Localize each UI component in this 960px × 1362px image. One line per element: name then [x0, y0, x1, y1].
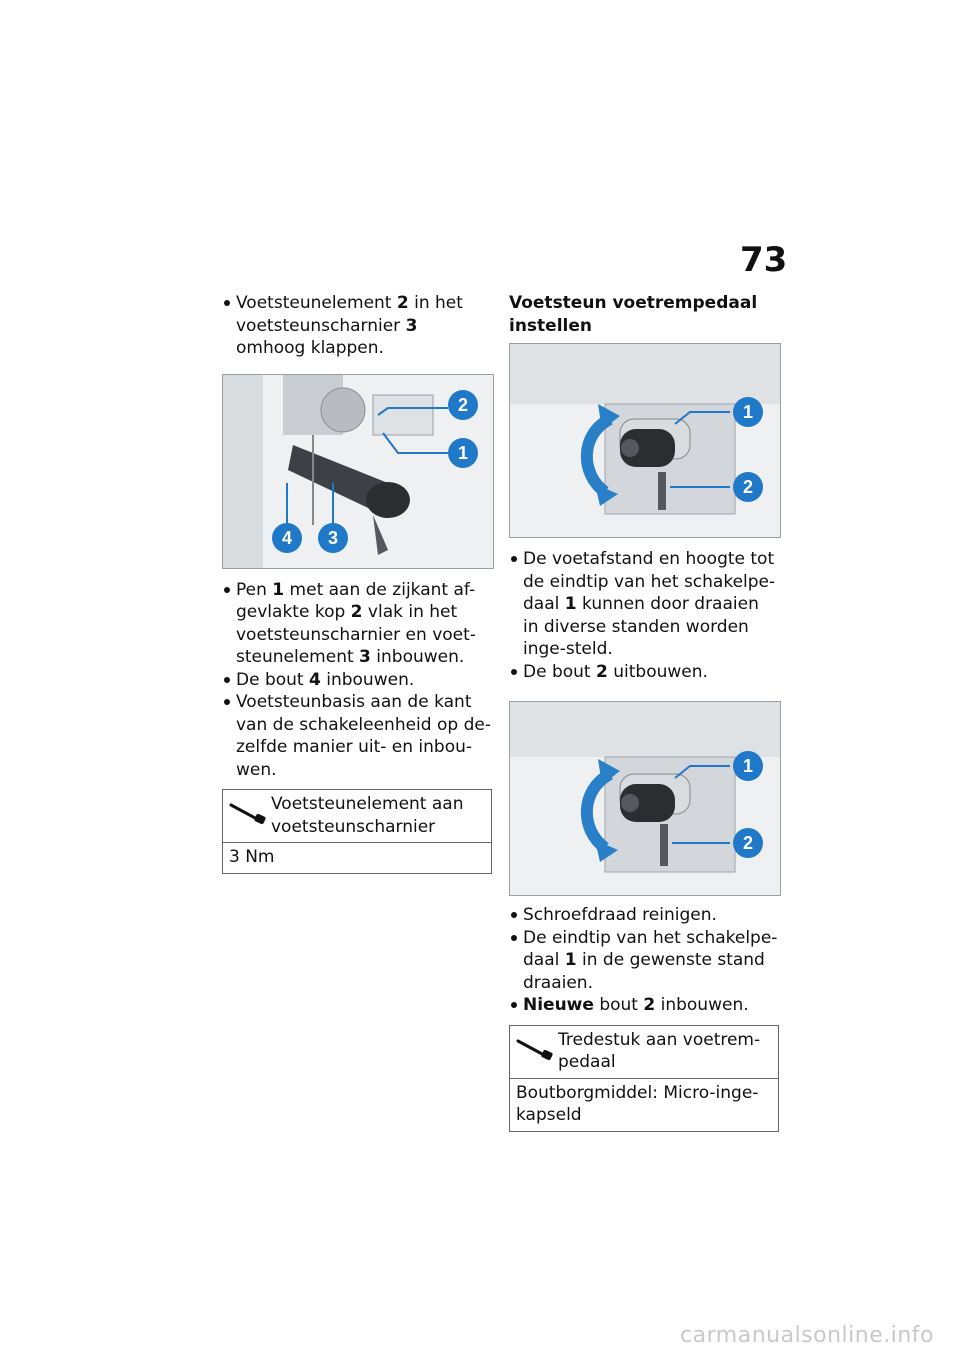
instruction-list-2 — [222, 579, 492, 782]
footrest-hinge-figure — [222, 374, 494, 569]
spec-title: Voetsteunelement aan voetsteunscharnier — [271, 794, 464, 837]
list-item: Pen 1 met aan de zijkant af-gevlakte kop 2 vlak in het voetsteunscharnier en voet-steunelement 3 inbouwen. — [222, 579, 492, 669]
svg-text:1: 1 — [457, 442, 469, 463]
callout-1 — [733, 751, 763, 781]
brake-pedal-figure-2 — [509, 701, 781, 896]
instruction-list-4 — [509, 904, 779, 1017]
spec-value: 3 Nm — [229, 847, 275, 867]
callout-4 — [272, 523, 302, 553]
svg-text:4: 4 — [281, 527, 293, 548]
callout-1 — [448, 438, 478, 468]
svg-text:3: 3 — [327, 527, 339, 548]
callout-2 — [733, 828, 763, 858]
brake-pedal-figure-1 — [509, 343, 781, 538]
adhesive-spec-box — [509, 1025, 779, 1132]
callout-2 — [733, 472, 763, 502]
callout-1 — [733, 397, 763, 427]
callout-3 — [318, 523, 348, 553]
svg-text:2: 2 — [742, 477, 754, 497]
instruction-list-3 — [509, 548, 779, 683]
list-item: De eindtip van het schakelpe-daal 1 in de gewenste stand draaien. — [509, 927, 779, 995]
section-heading: Voetsteun voetrempedaal instellen — [509, 293, 758, 336]
svg-text:1: 1 — [742, 756, 754, 776]
list-item: De bout 2 uitbouwen. — [509, 661, 779, 684]
torque-spec-box — [222, 789, 492, 874]
svg-text:2: 2 — [457, 394, 469, 415]
torque-wrench-icon — [229, 793, 271, 838]
list-item: Schroefdraad reinigen. — [509, 904, 779, 927]
list-item: Nieuwe bout 2 inbouwen. — [509, 994, 779, 1017]
list-item: Voetsteunbasis aan de kant van de schakeleenheid op de-zelfde manier uit- en inbou-wen. — [222, 691, 492, 781]
spec-value: Boutborgmiddel: Micro-inge-kapseld — [516, 1082, 759, 1125]
svg-text:1: 1 — [742, 402, 754, 422]
list-item: De voetafstand en hoogte tot de eindtip van het schakelpe-daal 1 kunnen door draaien in diverse standen worden inge-steld. — [509, 548, 779, 661]
right-column — [509, 292, 779, 1132]
spec-title: Tredestuk aan voetrem-pedaal — [558, 1029, 761, 1072]
torque-wrench-icon — [516, 1029, 558, 1074]
left-column — [222, 292, 492, 874]
watermark: carmanualsonline.info — [680, 1323, 934, 1348]
svg-text:2: 2 — [742, 833, 754, 853]
callout-2 — [448, 390, 478, 420]
page-number: 73 — [740, 240, 788, 280]
instruction-list-1 — [222, 292, 492, 360]
list-item: Voetsteunelement 2 in het voetsteunscharnier 3 omhoog klappen. — [222, 292, 492, 360]
list-item: De bout 4 inbouwen. — [222, 669, 492, 692]
